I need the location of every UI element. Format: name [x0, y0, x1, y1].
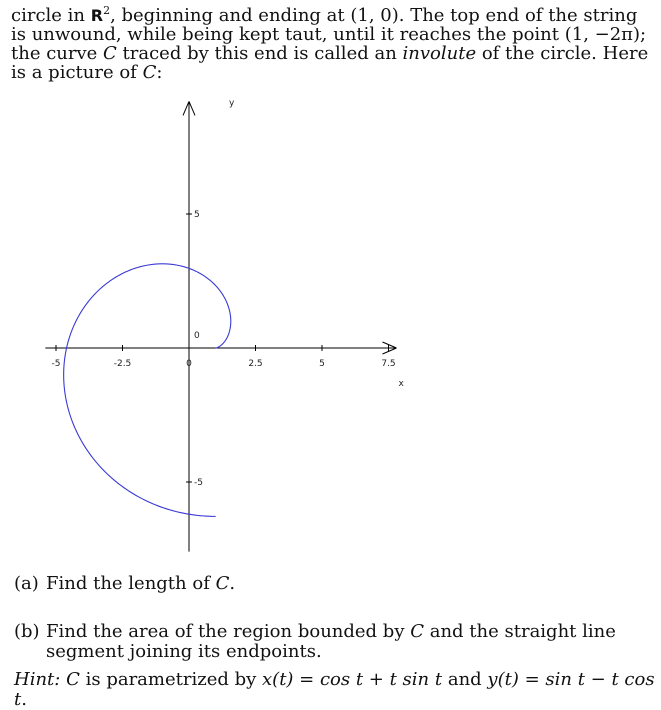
question-text-part: Find the area of the region bounded by	[46, 621, 411, 642]
question-a	[14, 574, 624, 594]
question-text-part: Find the length of	[46, 573, 216, 594]
arrow-stroke	[189, 101, 195, 115]
y-tick-label: 5	[194, 210, 200, 220]
question-b	[14, 622, 624, 662]
involute-plot	[0, 90, 661, 560]
curve-symbol: C	[142, 62, 157, 83]
x-tick-label: 7.5	[381, 359, 396, 369]
hint-label: Hint:	[14, 669, 61, 690]
intro-text-part: traced by this end is called an	[116, 43, 403, 64]
involute-term: involute	[402, 43, 477, 64]
x-axis-label: x	[398, 379, 404, 389]
arrow-stroke	[382, 342, 396, 348]
x-equation: x(t) = cos t + t sin t	[262, 669, 443, 690]
curve-symbol: C	[410, 621, 424, 642]
question-b-text	[14, 622, 624, 662]
y-equation: y(t) = sin t − t cos t	[14, 669, 655, 710]
question-a-text	[14, 574, 624, 594]
intro-text-part: , beginning and ending at (1, 0). The top end of the string is unwound, while being kept taut, until it reaches the point (1, −2π); the curve	[11, 5, 647, 64]
intro-paragraph	[11, 6, 651, 82]
y-tick-label: -5	[194, 478, 203, 488]
arrow-stroke	[382, 348, 396, 354]
arrow-stroke	[183, 101, 189, 115]
question-text-part: and the straight line segment joining its endpoints.	[46, 621, 616, 662]
exponent: 2	[103, 4, 111, 17]
question-text-part: .	[229, 573, 236, 594]
intro-text-part: circle in	[11, 5, 91, 26]
question-label: (b)	[14, 621, 40, 642]
intro-text-part: of the circle. Here is a picture of	[11, 43, 649, 83]
hint-text-part: is parametrized by	[79, 669, 263, 690]
intro-text	[11, 6, 651, 82]
hint	[14, 670, 661, 710]
curve-symbol: C	[103, 43, 117, 64]
intro-text-part: :	[156, 62, 163, 83]
question-label: (a)	[14, 573, 39, 594]
x-tick-label: -5	[51, 359, 61, 369]
hint-text-part: and	[442, 669, 488, 690]
axes	[45, 101, 396, 551]
x-tick-label: 5	[319, 359, 325, 369]
curve-symbol: C	[215, 573, 230, 594]
involute-curve	[64, 264, 231, 517]
ticks	[52, 210, 396, 488]
x-tick-label: 0	[186, 359, 192, 369]
y-tick-label: 0	[194, 331, 200, 341]
hint-text-part: .	[21, 689, 27, 710]
x-tick-label: 2.5	[248, 359, 263, 369]
real-numbers-symbol: R	[90, 6, 104, 25]
y-axis-label: y	[229, 98, 235, 109]
x-tick-label: -2.5	[113, 359, 132, 369]
curve-symbol: C	[66, 669, 80, 690]
